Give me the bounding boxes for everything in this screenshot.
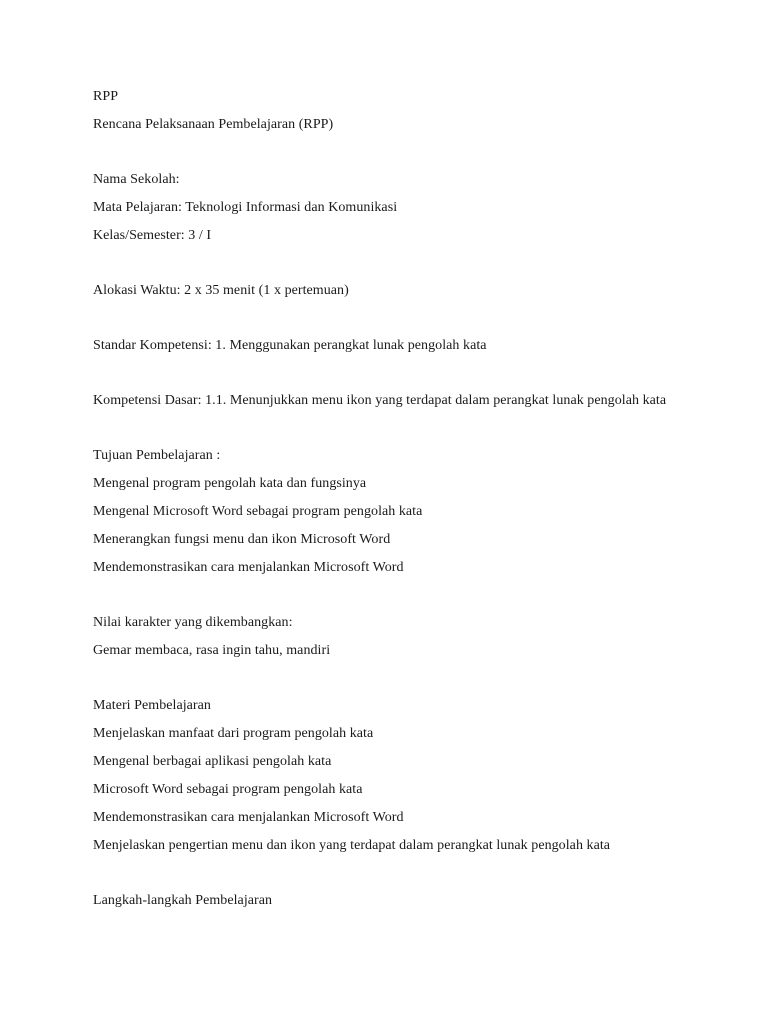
materi-item: Mengenal berbagai aplikasi pengolah kata	[93, 754, 332, 769]
kompetensi-dasar: Kompetensi Dasar: 1.1. Menunjukkan menu ikon yang terdapat dalam perangkat lunak pengolah kata	[93, 393, 667, 408]
standar-kompetensi: Standar Kompetensi: 1. Menggunakan perangkat lunak pengolah kata	[93, 338, 487, 353]
alokasi-waktu: Alokasi Waktu: 2 x 35 menit (1 x pertemuan)	[93, 283, 349, 298]
kelas-semester: Kelas/Semester: 3 / I	[93, 228, 212, 243]
tujuan-item: Mengenal program pengolah kata dan fungsinya	[93, 476, 367, 491]
materi-heading: Materi Pembelajaran	[93, 698, 211, 713]
tujuan-item: Menerangkan fungsi menu dan ikon Microsoft Word	[93, 532, 391, 547]
nama-sekolah: Nama Sekolah:	[93, 172, 180, 187]
mata-pelajaran: Mata Pelajaran: Teknologi Informasi dan Komunikasi	[93, 200, 398, 215]
langkah-heading: Langkah-langkah Pembelajaran	[93, 893, 273, 908]
materi-item: Menjelaskan manfaat dari program pengolah kata	[93, 726, 374, 741]
materi-item: Microsoft Word sebagai program pengolah kata	[93, 782, 363, 797]
title-short: RPP	[93, 89, 119, 104]
tujuan-item: Mendemonstrasikan cara menjalankan Microsoft Word	[93, 560, 404, 575]
document-body	[93, 88, 693, 910]
nilai-heading: Nilai karakter yang dikembangkan:	[93, 615, 293, 630]
nilai-text: Gemar membaca, rasa ingin tahu, mandiri	[93, 643, 331, 658]
materi-item: Mendemonstrasikan cara menjalankan Microsoft Word	[93, 810, 404, 825]
materi-item: Menjelaskan pengertian menu dan ikon yang terdapat dalam perangkat lunak pengolah kata	[93, 838, 611, 853]
tujuan-item: Mengenal Microsoft Word sebagai program pengolah kata	[93, 504, 423, 519]
tujuan-heading: Tujuan Pembelajaran :	[93, 448, 221, 463]
title-full: Rencana Pelaksanaan Pembelajaran (RPP)	[93, 117, 334, 132]
